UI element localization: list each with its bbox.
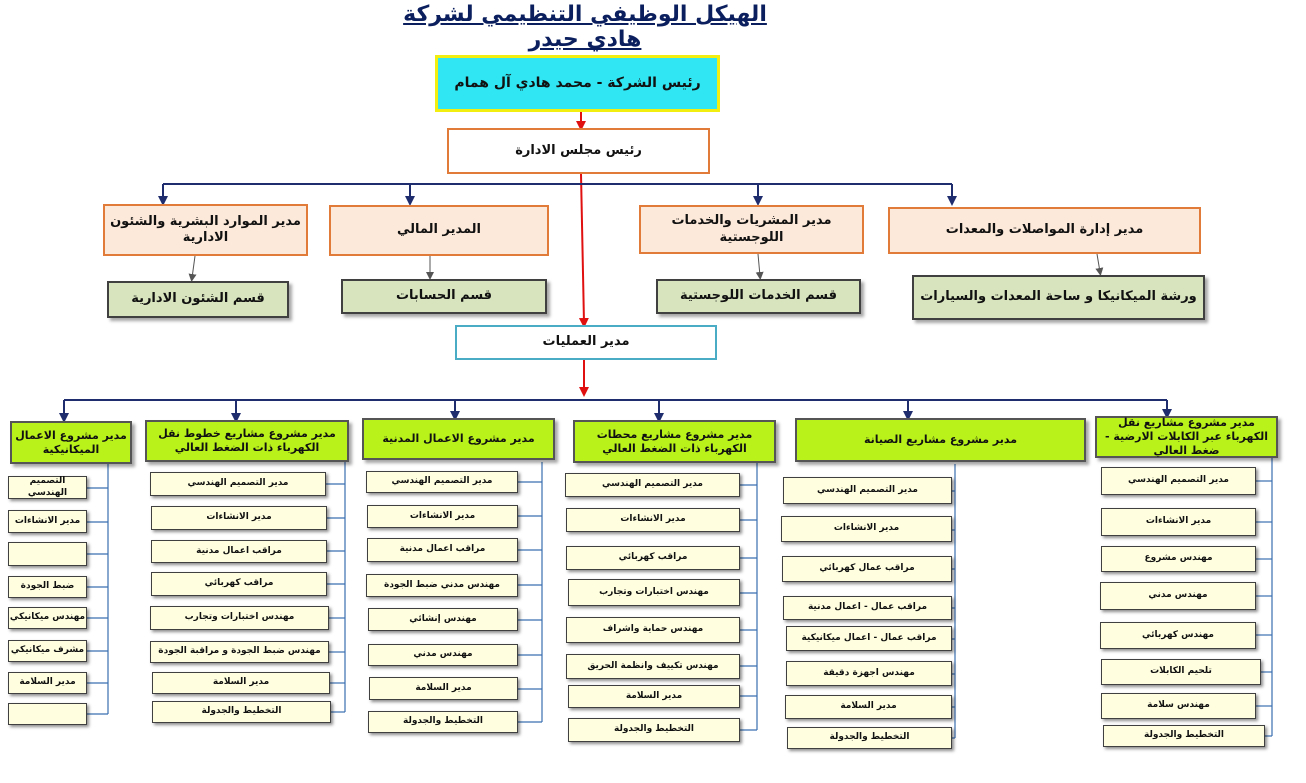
chart-title: الهيكل الوظيفي التنظيمي لشركة هادي حيدر — [403, 2, 767, 52]
item-box: مدير التصميم الهندسي — [366, 471, 518, 493]
item-box: مهندس اختبارات وتجارب — [150, 606, 329, 630]
logistics-dept-box: قسم الخدمات اللوجستية — [656, 279, 861, 314]
item-box: مهندس مدني — [368, 644, 518, 666]
item-box: مراقب عمال كهربائي — [782, 556, 952, 582]
item-box: مراقب كهربائي — [566, 546, 740, 570]
item-box: مهندس مشروع — [1101, 546, 1256, 572]
item-box: مهندس ميكانيكي — [8, 607, 87, 629]
item-box: مشرف ميكانيكي — [8, 640, 87, 662]
item-box: مهندس اجهزة دقيقة — [786, 661, 952, 686]
project-maintenance-box: مدير مشروع مشاريع الصيانة — [795, 418, 1086, 462]
item-box: التصميم الهندسي — [8, 476, 87, 499]
procurement-manager-box: مدير المشريات والخدمات اللوجستية — [639, 205, 864, 254]
item-box — [8, 542, 87, 566]
admin-affairs-dept-box: قسم الشئون الادارية — [107, 281, 289, 318]
hr-manager-box: مدير الموارد البشرية والشئون الادارية — [103, 204, 308, 256]
item-box: مهندس مدني ضبط الجودة — [366, 574, 518, 597]
item-box: مهندس اختبارات وتجارب — [568, 579, 740, 606]
managers-bus — [163, 184, 952, 201]
item-box: مدير الانشاءات — [781, 516, 952, 542]
operations-manager-box: مدير العمليات — [455, 325, 717, 360]
item-box: مراقب اعمال مدنية — [367, 538, 518, 562]
item-box: مهندس كهربائي — [1100, 622, 1256, 649]
item-box: مدير الانشاءات — [151, 506, 327, 530]
item-box: مدير الانشاءات — [1101, 508, 1256, 536]
item-box: مدير الانشاءات — [8, 510, 87, 533]
item-box: مدير السلامة — [785, 695, 952, 719]
item-box: مهندس مدني — [1100, 582, 1256, 610]
item-box: مراقب كهربائي — [151, 572, 327, 596]
item-box — [8, 703, 87, 725]
item-box: مدير التصميم الهندسي — [1101, 467, 1256, 495]
item-box: مهندس حماية واشراف — [566, 617, 740, 643]
item-box: مدير السلامة — [369, 677, 518, 700]
item-box: مهندس إنشائي — [368, 608, 518, 631]
item-box: مدير التصميم الهندسي — [783, 477, 952, 504]
item-box: مدير التصميم الهندسي — [565, 473, 740, 497]
item-box: مدير التصميم الهندسي — [150, 472, 326, 496]
accounts-dept-box: قسم الحسابات — [341, 279, 547, 314]
project-substations-box: مدير مشروع مشاريع محطات الكهرباء ذات الضغط العالي — [573, 420, 776, 463]
project-civil-box: مدير مشروع الاعمال المدنية — [362, 418, 555, 460]
project-mechanical-box: مدير مشروع الاعمال الميكانيكية — [10, 421, 132, 464]
item-box: مهندس ضبط الجودة و مراقبة الجودة — [150, 641, 329, 663]
item-box: التخطيط والجدولة — [1103, 725, 1265, 747]
item-box: مهندس تكييف وانظمة الحريق — [566, 654, 740, 679]
item-box: مدير السلامة — [568, 685, 740, 708]
workshop-dept-box: ورشة الميكانيكا و ساحة المعدات والسيارات — [912, 275, 1205, 320]
item-box: مراقب عمال - اعمال مدنية — [783, 596, 952, 620]
item-box: التخطيط والجدولة — [568, 718, 740, 742]
item-box: مدير السلامة — [8, 672, 87, 694]
chair-ops-connector — [581, 174, 584, 323]
item-box: التخطيط والجدولة — [368, 711, 518, 733]
transport-manager-box: مدير إدارة المواصلات والمعدات — [888, 207, 1201, 254]
item-box: ضبط الجودة — [8, 576, 87, 598]
item-box: مراقب اعمال مدنية — [151, 540, 327, 563]
item-box: التخطيط والجدولة — [152, 701, 331, 723]
item-box: التخطيط والجدولة — [787, 727, 952, 749]
chairman-box: رئيس مجلس الادارة — [447, 128, 710, 174]
project-cables-box: مدير مشروع مشاريع نقل الكهرباء عبر الكابلات الارضية - ضغط العالي — [1095, 416, 1278, 458]
item-box: مدير الانشاءات — [367, 505, 518, 528]
ceo-box: رئيس الشركة - محمد هادي آل همام — [435, 55, 720, 112]
item-box: مراقب عمال - اعمال ميكانيكية — [786, 626, 952, 651]
finance-manager-box: المدير المالي — [329, 205, 549, 256]
item-box: تلحيم الكابلات — [1101, 659, 1261, 685]
item-box: مدير السلامة — [152, 672, 330, 694]
item-box: مهندس سلامة — [1101, 693, 1256, 719]
item-box: مدير الانشاءات — [566, 508, 740, 532]
projects-bus — [64, 400, 1167, 418]
project-ohl-box: مدير مشروع مشاريع خطوط نقل الكهرباء ذات الضغط العالي — [145, 420, 349, 462]
